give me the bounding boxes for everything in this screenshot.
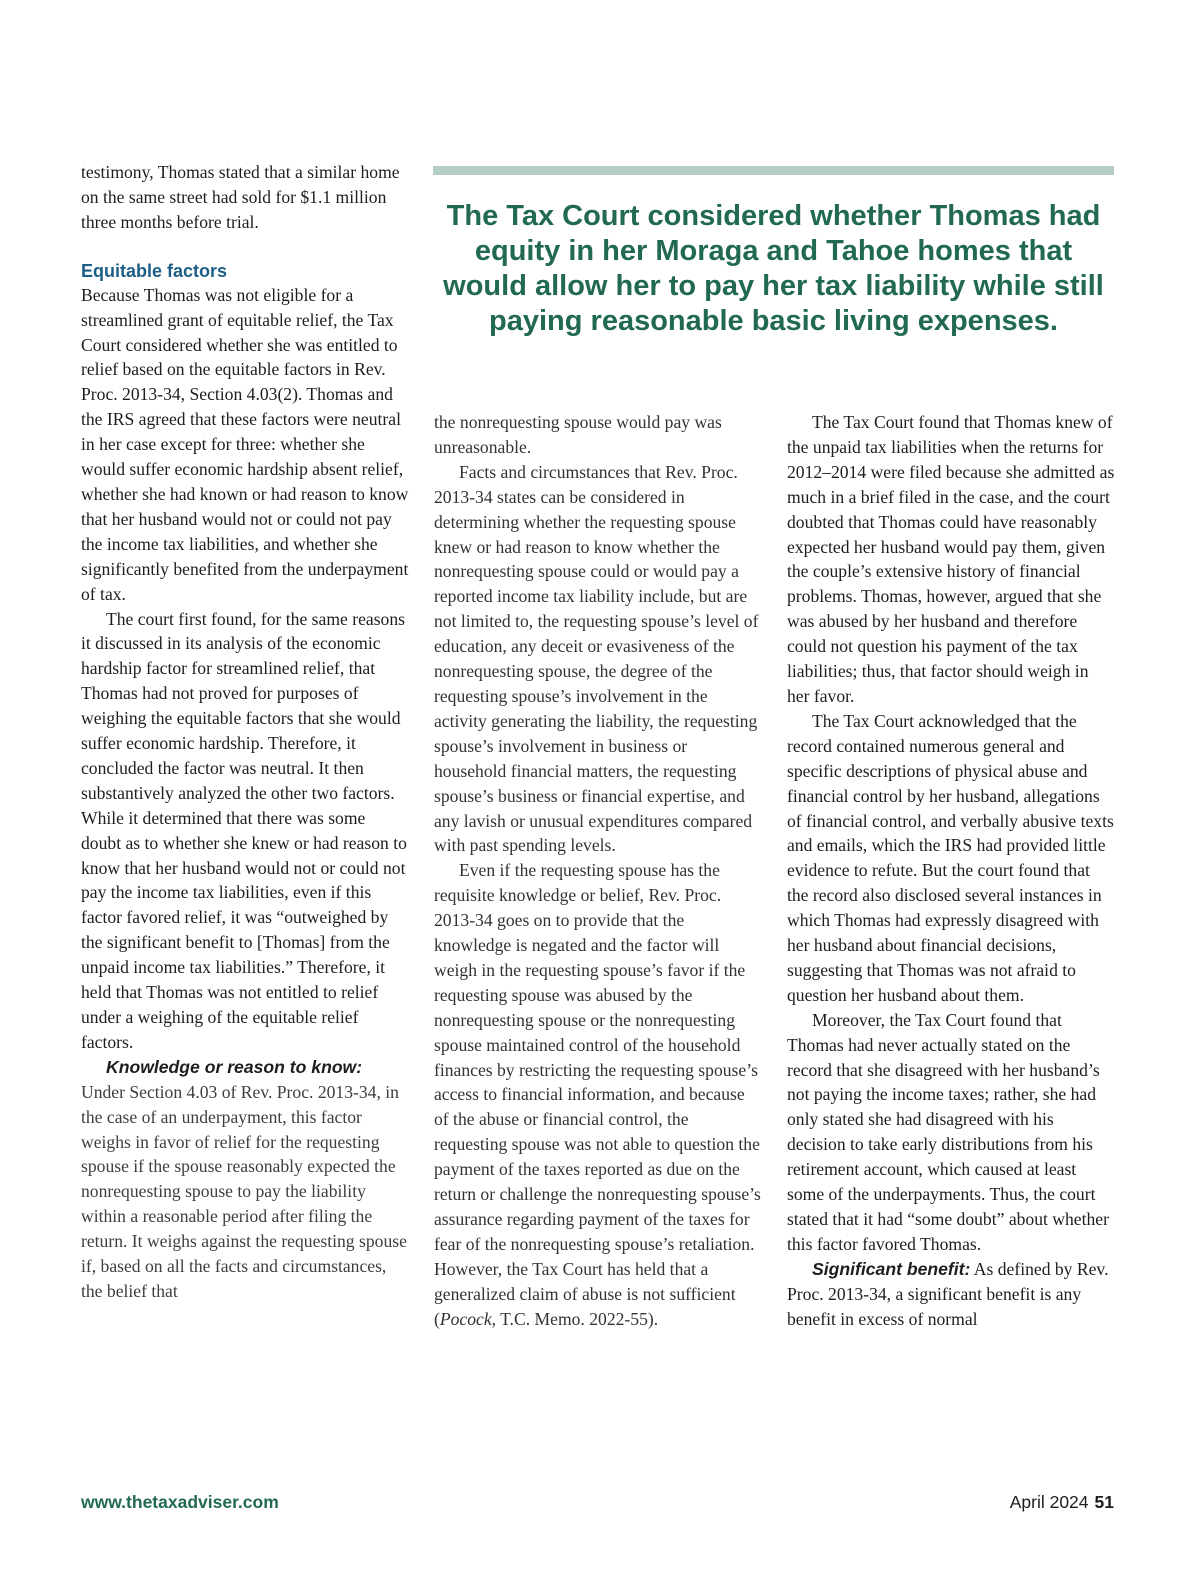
page-number: 51 — [1094, 1492, 1114, 1512]
footer-url: www.thetaxadviser.com — [81, 1492, 279, 1512]
paragraph: The Tax Court acknowledged that the record contained numerous general and specific descriptions of physical abuse and financial control by her husband, allegations of financial control, and verbally abusive texts and emails, which the IRS had provided little evidence to refute. But the court found that the record also disclosed several instances in which Thomas had expressly disagreed with her husband about financial decisions, suggesting that Thomas was not afraid to question her husband about them. — [787, 710, 1114, 1005]
paragraph — [787, 1257, 1115, 1332]
paragraph — [434, 858, 762, 1331]
section-heading: Equitable factors — [81, 260, 228, 281]
column-2 — [434, 410, 762, 1332]
pull-quote-text: The Tax Court considered whether Thomas had equity in her Moraga and Tahoe homes that would allow her to pay her tax liability while still paying reasonable basic living expenses. — [443, 200, 1104, 337]
pull-quote — [433, 166, 1114, 339]
paragraph-text: As defined by Rev. Proc. 2013-34, a significant benefit is any benefit in excess of normal — [787, 1258, 1109, 1329]
paragraph: the nonrequesting spouse would pay was unreasonable. — [434, 412, 722, 457]
case-name: Pocock — [439, 1308, 492, 1329]
paragraph: Facts and circumstances that Rev. Proc. 2013-34 states can be considered in determining whether the requesting spouse knew or had reason to know whether the nonrequesting spouse could or would pay a reported income tax liability include, but are not limited to, the requesting spouse’s level of education, any deceit or evasiveness of the nonrequesting spouse, the degree of the requesting spouse’s involvement in the activity generating the liability, the requesting spouse’s involvement in business or household financial matters, the requesting spouse’s business or financial expertise, and any lavish or unusual expenditures compared with past spending levels. — [434, 461, 759, 856]
issue-date: April 2024 — [1009, 1492, 1089, 1512]
paragraph-text: Even if the requesting spouse has the requisite knowledge or belief, Rev. Proc. 2013-34 goes on to provide that the knowledge is negated and the factor will weigh in the requesting spouse’s favor if the requesting spouse was abused by the nonrequesting spouse or the nonrequesting spouse maintained control of the household finances by restricting the requesting spouse’s access to financial information, and because of the abuse or financial control, the requesting spouse was not able to question the payment of the taxes reported as due on the return or challenge the nonrequesting spouse’s assurance regarding payment of the taxes for fear of the nonrequesting spouse’s retaliation. However, the Tax Court has held that a generalized claim of abuse is not sufficient ( — [434, 860, 761, 1329]
paragraph: The court first found, for the same reasons it discussed in its analysis of the economic hardship factor for streamlined relief, that Thomas had not proved for purposes of weighing the equitable factors that she would suffer economic hardship. Therefore, it concluded the factor was neutral. It then substantively analyzed the other two factors. While it determined that there was some doubt as to whether she knew or had reason to know that her husband would not or could not pay the income tax liabilities, even if this factor favored relief, it was “outweighed by the significant benefit to [Thomas] from the unpaid income tax liabilities.” Therefore, it held that Thomas was not entitled to relief under a weighing of the equitable relief factors. — [81, 608, 407, 1052]
column-1 — [81, 160, 409, 1304]
paragraph-text: Under Section 4.03 of Rev. Proc. 2013-34, in the case of an underpayment, this factor weighs in favor of relief for the requesting spouse if the spouse reasonably expected the nonrequesting spouse to pay the liability within a reasonable period after filing the return. It weighs against the requesting spouse if, based on all the facts and circumstances, the belief that — [81, 1081, 407, 1301]
paragraph: Moreover, the Tax Court found that Thomas had never actually stated on the record that she disagreed with her husband’s not paying the income taxes; rather, she had only stated she had disagreed with his decision to take early distributions from his retirement account, which caused at least some of the underpayments. Thus, the court stated that it had “some doubt” about whether this factor favored Thomas. — [787, 1009, 1109, 1254]
run-in-heading: Knowledge or reason to know: — [106, 1056, 363, 1077]
run-in-heading: Significant benefit: — [812, 1258, 971, 1279]
paragraph: testimony, Thomas stated that a similar home on the same street had sold for $1.1 million three months before trial. — [81, 162, 400, 232]
paragraph — [81, 1055, 409, 1304]
paragraph-text: , T.C. Memo. 2022-55). — [491, 1308, 659, 1329]
paragraph: Because Thomas was not eligible for a streamlined grant of equitable relief, the Tax Court considered whether she was entitled to relief based on the equitable factors in Rev. Proc. 2013-34, Section 4.03(2). Thomas and the IRS agreed that these factors were neutral in her case except for three: whether she would suffer economic hardship absent relief, whether she had known or had reason to know that her husband would not or could not pay the income tax liabilities, and whether she significantly benefited from the underpayment of tax. — [81, 284, 409, 604]
column-3 — [787, 410, 1115, 1332]
footer-issue — [1010, 1492, 1114, 1513]
paragraph: The Tax Court found that Thomas knew of the unpaid tax liabilities when the returns for 2012–2014 were filed because she admitted as much in a brief filed in the case, and the court doubted that Thomas could have reasonably expected her husband would pay them, given the couple’s extensive history of financial problems. Thomas, however, argued that she was abused by her husband and therefore could not question his payment of the tax liabilities; thus, that factor should weigh in her favor. — [787, 412, 1115, 706]
